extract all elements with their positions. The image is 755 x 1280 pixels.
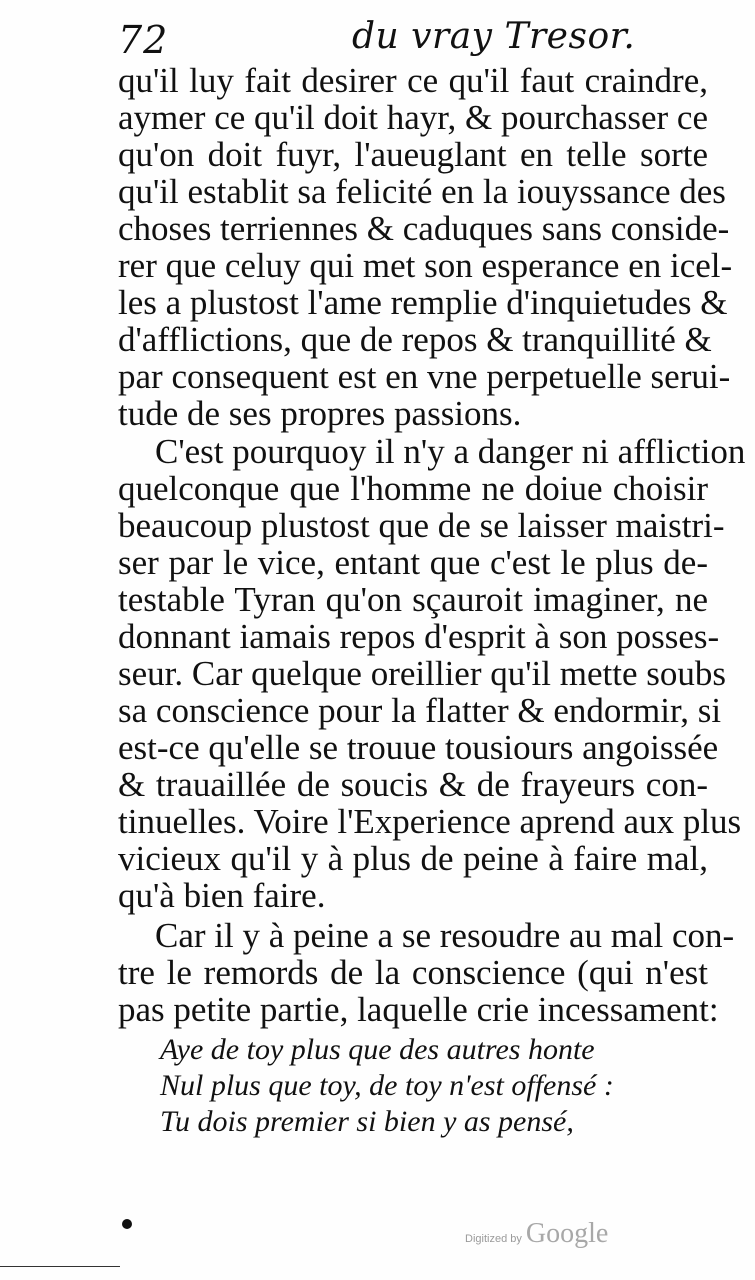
watermark-brand: Google — [525, 1218, 609, 1249]
text-line: qu'à bien faire. — [118, 876, 326, 915]
running-title: du vray Tresor. — [352, 16, 636, 57]
text-line: les a plustost l'ame remplie d'inquietudes & — [118, 283, 728, 322]
digitization-watermark — [465, 1218, 608, 1250]
text-line: aymer ce qu'il doit hayr, & pourchasser ce — [118, 98, 708, 137]
text-line: seur. Car quelque oreillier qu'il mette soubs — [118, 654, 726, 693]
text-line: tre le remords de la conscience (qui n'est — [118, 953, 708, 992]
text-line: testable Tyran qu'on sçauroit imaginer, ne — [118, 580, 708, 619]
scan-edge-line — [0, 1266, 120, 1267]
text-line: Car il y à peine a se resoudre au mal con- — [155, 916, 735, 955]
verse-line: Nul plus que toy, de toy n'est offensé : — [160, 1069, 614, 1102]
text-line: qu'il establit sa felicité en la iouyssance des — [118, 172, 726, 211]
text-line: tinuelles. Voire l'Experience aprend aux plus — [118, 802, 742, 841]
text-line: C'est pourquoy il n'y a danger ni affliction — [155, 432, 746, 471]
text-line: est-ce qu'elle se trouue tousiours angoissée — [118, 728, 719, 767]
text-line: donnant iamais repos d'esprit à son posses- — [118, 617, 720, 656]
ink-mark — [122, 1219, 132, 1229]
page-number: 72 — [118, 18, 169, 62]
text-line: pas petite partie, laquelle crie incessament: — [118, 990, 719, 1029]
text-line: & trauaillée de soucis & de frayeurs con- — [118, 765, 708, 804]
text-line: qu'il luy fait desirer ce qu'il faut craindre, — [118, 61, 708, 100]
text-line: d'afflictions, que de repos & tranquillité & — [118, 320, 712, 359]
watermark-prefix: Digitized by — [465, 1233, 522, 1245]
text-line: vicieux qu'il y à plus de peine à faire mal, — [118, 839, 708, 878]
verse-line: Tu dois premier si bien y as pensé, — [160, 1105, 574, 1138]
text-line: par consequent est en vne perpetuelle serui- — [118, 357, 731, 396]
text-line: qu'on doit fuyr, l'aueuglant en telle sorte — [118, 135, 708, 174]
verse-line: Aye de toy plus que des autres honte — [160, 1033, 595, 1066]
text-line: ser par le vice, entant que c'est le plus de- — [118, 543, 708, 582]
text-line: tude de ses propres passions. — [118, 394, 522, 433]
text-line: beaucoup plustost que de se laisser maistri- — [118, 506, 725, 545]
text-line: rer que celuy qui met son esperance en icel- — [118, 246, 733, 285]
text-line: quelconque que l'homme ne doiue choisir — [118, 469, 708, 508]
text-line: sa conscience pour la flatter & endormir, si — [118, 691, 722, 730]
text-line: choses terriennes & caduques sans conside- — [118, 209, 730, 248]
